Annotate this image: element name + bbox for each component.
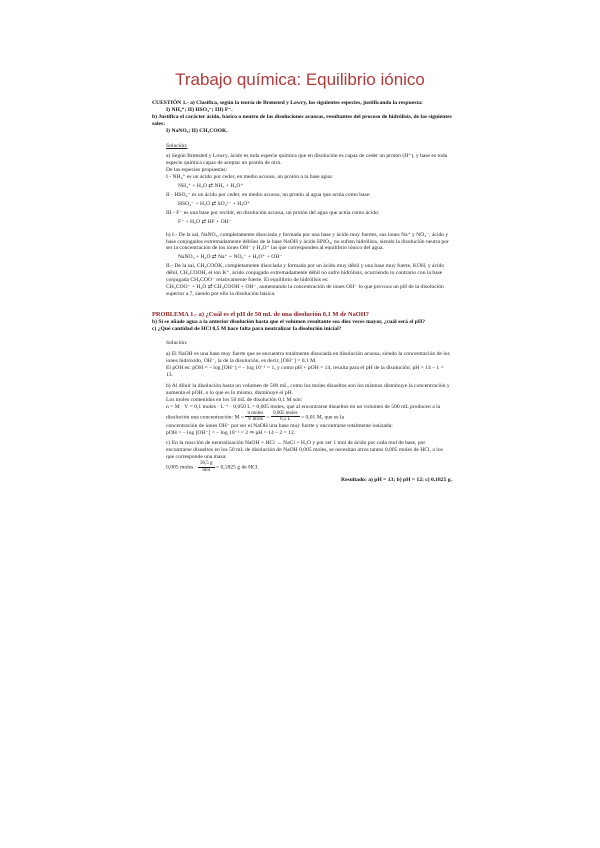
result-line: Resultado: a) pH = 13; b) pH = 12; c) 0,1825 g. xyxy=(341,477,452,484)
solucion-a-intro: a) Según Brønsted y Lowry, ácido es toda especie química que en disolución es capaz de ceder un protón (H⁺), y base es toda especie química capaz de aceptar un protón de otra. xyxy=(166,153,448,167)
fraction-denominator: mol xyxy=(202,467,211,473)
problema-a1: a) El NaOH es una base muy fuerte que se encuentra totalmente disociada en disolución acuosa, siendo la concentración de los iones hidróxido, OH⁻, la de la disolución, es decir, [OH⁻] = 0,1 M. xyxy=(166,351,450,365)
problema-c1: c) En la reacción de neutralización NaOH + HCl → NaCl + H₂O y por ser 1 mol de ácido por cada mol de base, por encontrarse disueltos en los 50 mL de disolución de NaOH 0,005 moles, se necesitan otros tantos 0,005 moles de HCl, a los que corresponde una masa: xyxy=(166,440,443,461)
cuestion-heading: CUESTIÓN 1.- a) Clasifica, según la teoría de Brønsted y Lowry, las siguientes especies, justificando la respuesta: xyxy=(152,100,423,106)
solucion-a-II: II - HSO₄⁻ es un ácido por ceder, en medio acuoso, un protón al agua que actúa como base: xyxy=(166,191,371,198)
problema-b1: b) Al diluir la disolución hasta un volumen de 500 mL, como los moles disueltos son los mismos disminuye la concentración y aumenta el pOH, o lo que es lo mismo, disminuye el pH. xyxy=(166,383,450,396)
cuestion-part-b: b) Justifica el carácter ácido, básico o neutro de las disoluciones acuosas, resultantes del proceso de hidrólisis, de las siguientes sales: xyxy=(152,113,452,127)
c-eq-left: 0,005 moles · xyxy=(166,464,197,471)
problema-b3-tail: = 0,01 M, que es la xyxy=(300,413,345,420)
problema-c-equation xyxy=(152,461,452,473)
equation-III: F⁻ + H₂O ⇄ HF + OH⁻ xyxy=(178,218,232,225)
solucion-a-given: De las especies propuestas: xyxy=(166,167,228,174)
fraction-moles-volume xyxy=(245,411,265,423)
problema-b4: concentración de iones OH⁻ por ser el NaOH una base muy fuerte y encontrarse totalmente ionizada: xyxy=(166,422,393,429)
cuestion-items-a: I) NH₄⁺; II) HSO₄⁻; III) F⁻. xyxy=(166,106,233,113)
problema-b3-text: n = M · V = 0,1 moles · L⁻¹ · 0,050 L = 0,005 moles, que al encontrarse disueltos en un volumen de 500 mL producen a la disolución una concentración: M = xyxy=(166,403,441,420)
problema-b3: n = M · V = 0,1 moles · L⁻¹ · 0,050 L = 0,005 moles, que al encontrarse disueltos en un volumen de 500 mL producen a la disolución una concentración: M = $\frac{\text{n moles}}{\text{V litros}}$ = $\frac{\text{0,005 moles}}{0,5 L}$ = 0,01 M, que es la xyxy=(166,403,441,423)
problema-c: c) ¿Qué cantidad de HCl 0,5 M hace falta para neutralizar la disolución inicial? xyxy=(152,325,342,332)
fraction-values xyxy=(271,411,299,423)
equation-b-II: CH₃COO⁻ + H₂O ⇄ CH₃COOH + OH⁻, aumentando la concentración de iones OH⁻ lo que provoca un pH de la disolución superior a 7, siendo por ello la disolución básica. xyxy=(166,283,444,297)
fraction-denominator: V litros xyxy=(247,417,263,423)
problema-b: b) Si se añade agua a la anterior disolución hasta que el volumen resultante sea diez veces mayor, ¿cuál será el pH? xyxy=(152,318,426,325)
solucion-a-III: III - F⁻ es una base por recibir, en disolución acuosa, un protón del agua que actúa como ácido: xyxy=(166,209,380,216)
problema-a2: El pOH es: pOH = – log [OH⁻] = – log 10⁻¹ = 1, y como pH + pOH = 14, resulta para el pH de la disolución: pH = 14 – 1 = 13. xyxy=(166,365,444,379)
problema-b2: Los moles contenidos en los 50 mL de disolución 0,1 M son: xyxy=(166,396,303,403)
equation-b-I: NaNO₃ + H₂O ⇄ Na⁺ + NO₃⁻ + H₃O⁺ + OH⁻ xyxy=(178,254,283,261)
fraction-denominator: 0,5 L xyxy=(280,417,291,423)
fraction-numerator: 0,005 moles xyxy=(273,410,298,416)
fraction-molar-mass xyxy=(198,461,215,473)
problema-solucion-label: Solución: xyxy=(166,340,188,347)
solucion-label: Solución: xyxy=(166,142,188,149)
fraction-numerator: 36,5 g xyxy=(200,461,213,467)
equation-I: NH₄⁺ + H₂O ⇄ NH₃ + H₃O⁺ xyxy=(178,183,244,190)
fraction-numerator: n moles xyxy=(247,410,264,416)
solucion-b-I: b) I.- De la sal, NaNO₃, completamente disociada y formada por una base y ácido muy fuertes, sus iones Na⁺ y NO₃⁻, ácido y base conjugados extremadamente débiles de la base NaOH y ácido HNO₃, no sufren hidrólisis, siendo la disolución neutra por ser la concentración de los iones OH⁻ y H₃O⁺ las que corresponden al equilibrio iónico del agua. xyxy=(166,231,449,252)
solucion-b-II: II.- De la sal, CH₃COOK, completamente disociada y formada por un ácido muy débil y una base muy fuerte, KOH, y ácido débil, CH₃COOH, el ion K⁺, ácido conjugado extremadamente débil no sufre hidrólisis, ocurriendo lo contrario con la base conjugada CH₃COO⁻ relativamente fuerte. El equilibrio de hidrólisis es: xyxy=(166,263,445,284)
problema-b5: pOH = – log [OH⁻] = – log 10⁻² = 2 ⇒ pH = 14 – 2 = 12. xyxy=(166,429,296,436)
document-body xyxy=(152,100,452,484)
cuestion-items-b: I) NaNO₃; II) CH₃COOK. xyxy=(166,127,228,134)
equation-II: HSO₄⁻ + H₂O ⇄ SO₄²⁻ + H₃O⁺ xyxy=(178,200,251,207)
page-title: Trabajo química: Equilibrio iónico xyxy=(175,70,425,89)
c-eq-right: = 0,1825 g de HCl. xyxy=(215,464,259,471)
solucion-a-I: I - NH₄⁺ es un ácido por ceder, en medio acuoso, un protón a la base agua: xyxy=(166,174,334,181)
problema-heading: PROBLEMA 1.- a) ¿Cuál es el pH de 50 mL de una disolución 0,1 M de NaOH? xyxy=(152,310,369,318)
